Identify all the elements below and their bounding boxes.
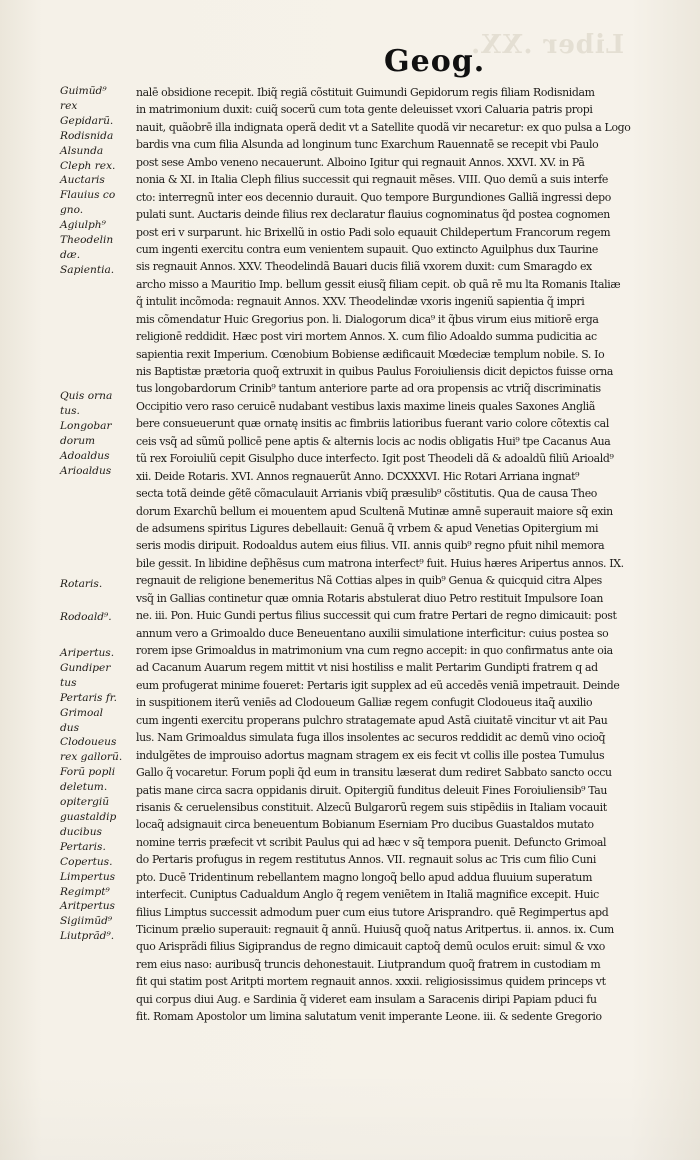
text-line: cum ingenti exercitu properans pulchro stratagemate apud Astã ciuitatē vincitur vt ait Pau [136, 713, 608, 727]
text-line: archo misso a Mauritio Imp. bellum gessit eiusq̃ filiam cepit. ob quã rē mu lta Romanis Italiæ [136, 277, 621, 291]
text-line: indulgẽtes de improuiso adortus magnam stragem ex eis fecit vt collis ille postea Tumulus [136, 748, 605, 762]
text-line: rorem ipse Grimoaldus in matrimonium vna cum regno accepit: in quo confirmatus ante oia [136, 644, 613, 657]
text-line: ceis vsq̃ ad sũmũ pollicē pene aptis & alternis locis ac nodis obligatis Hui⁹ tpe Cacanus Aua [136, 434, 611, 448]
text-line: religionē reddidit. Hæc post viri mortem Annos. X. cum filio Adoaldo summa pudicitia ac [136, 330, 597, 344]
text-line: bardis vna cum filia Alsunda ad longinum tunc Exarchum Rauennatē se recepit vbi Paulo [136, 138, 599, 152]
text-line: risanis & ceruelensibus constituit. Alzecũ Bulgarorũ regem suis stipẽdiis in Italiam vocauit [136, 800, 607, 814]
text-line: seris modis diripuit. Rodoaldus autem eius filius. VII. annis quib⁹ regno pfuit nihil memora [136, 539, 605, 553]
text-line: nalē obsidione recepit. Ibiq̃ regiã cõstituit Guimundi Gepidorum regis filiam Rodisnidam [136, 86, 595, 99]
text-line: tũ rex Foroiuliũ cepit Gisulpho duce interfecto. Igit post Theodeli dã & adoaldũ filiũ Arioald⁹ [136, 452, 614, 466]
text-line: mis cõmendatur Huic Gregorius pon. li. Dialogorum dica⁹ it q̃bus virum eius mitiorē erga [136, 312, 599, 326]
text-line: sis regnauit Annos. XXV. Theodelindã Bauari ducis filiã vxorem duxit: cum Smaragdo ex [136, 260, 592, 274]
text-line: lus. Nam Grimoaldus simulata fuga illos insolentes ac securos reddidit ac demũ vino ocioq̃ [136, 731, 606, 745]
text-line: dorum Exarchũ bellum ei mouentem apud Scultenã Mutinæ amnē superauit maiore sq̃ exin [136, 504, 613, 518]
text-line: nauit, quãobrē illa indignata operã dedit vt a Satellite quodã vir necaretur: ex quo pulsa a Logo [136, 120, 631, 134]
text-line: Gallo q̃ vocaretur. Forum popli q̃d eum in transitu læserat dum rediret Sabbato sancto occu [136, 766, 612, 780]
text-line: quo Arisprãdi filius Sigiprandus de regno dimicauit captoq̃ demũ oculos eruit: simul & vxo [136, 940, 605, 954]
text-line: ne. iii. Pon. Huic Gundi pertus filius successit qui cum fratre Pertari de regno dimicauit: post [136, 609, 617, 623]
text-line: bere consueuerunt quæ ornatę insitis ac fimbriis latioribus fuerant vario colore cõtextis cal [136, 417, 609, 431]
main-text-block [136, 84, 688, 1026]
text-line: eum profugerat minime foueret: Pertaris igit supplex ad eũ accedēs veniã impetrauit. Deinde [136, 678, 620, 692]
bleed-through-heading: Liber .XX. [470, 30, 625, 60]
text-line: qui corpus diui Aug. e Sardinia q̃ videret eam insulam a Saracenis diripi Papiam pduci fu [136, 992, 597, 1006]
margin-note-4: Rodoald⁹. [60, 611, 112, 623]
text-line: fit qui statim post Aritpti mortem regnauit annos. xxxii. religiosissimus quidem princeps vt [136, 975, 606, 989]
text-line: cto: interregnũ inter eos decennio durauit. Quo tempore Burgundiones Galliã ingressi depo [136, 190, 611, 204]
text-line: pto. Ducē Tridentinum rebellantem magno longoq̃ bello apud addua fluuium superatum [136, 870, 593, 884]
text-line: nomine terris præfecit vt scribit Paulus qui ad hæc v sq̃ tempora puenit. Defuncto Grimoal [136, 835, 607, 849]
text-line: filius Limptus successit admodum puer cum eius tutore Arisprandro. quē Regimpertus apd [136, 905, 609, 919]
margin-note-2: Quis orna tus. Longobar dorum Adoaldus Arioaldus [60, 390, 113, 477]
text-line: tus longobardorum Crinib⁹ tantum anteriore parte ad ora propensis ac vtriq̃ discriminatis [136, 382, 601, 396]
text-line: post eri v surparunt. hic Brixellũ in ostio Padi solo equauit Childepertum Francorum regem [136, 225, 611, 239]
text-line: q̃ intulit incõmoda: regnauit Annos. XXV. Theodelindæ vxoris ingeniũ sapientia q̃ impri [136, 295, 585, 309]
page-bottom-margin [0, 1070, 700, 1160]
margin-note-3: Rotaris. [60, 578, 103, 590]
text-line: nis Baptistæ prætoria quoq̃ extruxit in quibus Paulus Foroiuliensis dicit depictos fuisse orna [136, 365, 613, 378]
text-line: Ticinum prælio superauit: regnauit q̃ annũ. Huiusq̃ quoq̃ natus Aritpertus. ii. annos. ix. Cum [136, 923, 614, 936]
text-line: post sese Ambo veneno necauerunt. Alboino Igitur qui regnauit Annos. XXVI. XV. in Pã [136, 155, 585, 169]
text-line: in matrimonium duxit: cuiq̃ socerũ cum tota gente deleuisset vxori Caluaria patris propi [136, 103, 593, 117]
text-line: ad Cacanum Auarum regem mittit vt nisi hostiliss e malit Pertarim Gundipti fratrem q ad [136, 661, 598, 675]
text-line: secta totã deinde gẽtẽ cõmaculauit Arrianis vbiq̃ præsulib⁹ cõstitutis. Qua de causa Theo [136, 487, 598, 501]
text-line: pulati sunt. Auctaris deinde filius rex declaratur flauius cognominatus q̃d postea cognomen [136, 208, 610, 222]
text-line: nonia & XI. in Italia Cleph filius successit qui regnauit mẽses. VIII. Quo demũ a suis interfe [136, 173, 608, 187]
text-line: de adsumens spiritus Ligures debellauit: Genuã q̃ vrbem & apud Venetias Opitergium mi [136, 521, 599, 535]
text-line: do Pertaris profugus in regem restitutus Annos. VII. regnauit solus ac Tris cum filio Cuni [136, 853, 596, 867]
text-line: regnauit de religione benemeritus Nã Cottias alpes in quib⁹ Genua & quicquid citra Alpes [136, 574, 602, 588]
text-line: locaq̃ adsignauit circa beneuentum Bobianum Eserniam Pro ducibus Guastaldos mutato [136, 818, 594, 832]
text-line: Occipitio vero raso ceruicē nudabant vestibus laxis maxime lineis quales Saxones Angliã [136, 399, 595, 413]
text-line: fit. Romam Apostolor um limina salutatum venit imperante Leone. iii. & sedente Gregorio [136, 1010, 602, 1024]
text-line: annum vero a Grimoaldo duce Beneuentano auxilii simulatione interficitur: cuius postea so [136, 626, 609, 640]
text-line: cum ingenti exercitu contra eum venientem supauit. Quo extincto Aguilphus dux Taurine [136, 242, 599, 256]
text-line: patis mane circa sacra oppidanis diruit. Opitergiũ funditus deleuit Fines Foroiuliensib⁹ Tau [136, 783, 608, 797]
text-line: in suspitionem iterũ veniēs ad Clodoueum Galliæ regem confugit Clodoueus itaq̃ auxilio [136, 696, 593, 710]
text-line: bile gessit. In libidine dep̃hẽsus cum matrona interfect⁹ fuit. Huius hæres Aripertus annos. IX. [136, 556, 624, 570]
text-line: vsq̃ in Gallias continetur quæ omnia Rotaris abstulerat diuo Petro restituit Impulsore Ioan [136, 591, 604, 605]
text-line: rem eius naso: auribusq̃ truncis dehonestauit. Liutprandum quoq̃ fratrem in custodiam m [136, 957, 601, 971]
text-line: interfecit. Cuniptus Cadualdum Anglo q̃ regem veniẽtem in Italiã magnifice excepit. Huic [136, 888, 599, 902]
text-line: sapientia rexit Imperium. Cœnobium Bobiense ædificauit Mœdeciæ templum nobile. S. Io [136, 347, 605, 361]
margin-note-5: Aripertus. Gundiper tus Pertaris fr. Grimoal dus Clodoueus rex gallorũ. Forũ popli deletum. opitergiũ guastaldip ducibus Pertaris. Copertus. Limpertus Regimpt⁹ Aritpertus Sigiimũd⁹ Liutprãd⁹. [60, 647, 123, 943]
text-line: xii. Deide Rotaris. XVI. Annos regnauerũt Anno. DCXXXVI. Hic Rotari Arriana ingnat⁹ [136, 469, 580, 483]
running-head: Geog. [384, 44, 486, 79]
margin-note-1: Guimũd⁹ rex Gepidarũ. Rodisnida Alsunda Cleph rex. Auctaris Flauius co gno. Agiulph⁹ Theodelin dæ. Sapientia. [60, 85, 116, 276]
